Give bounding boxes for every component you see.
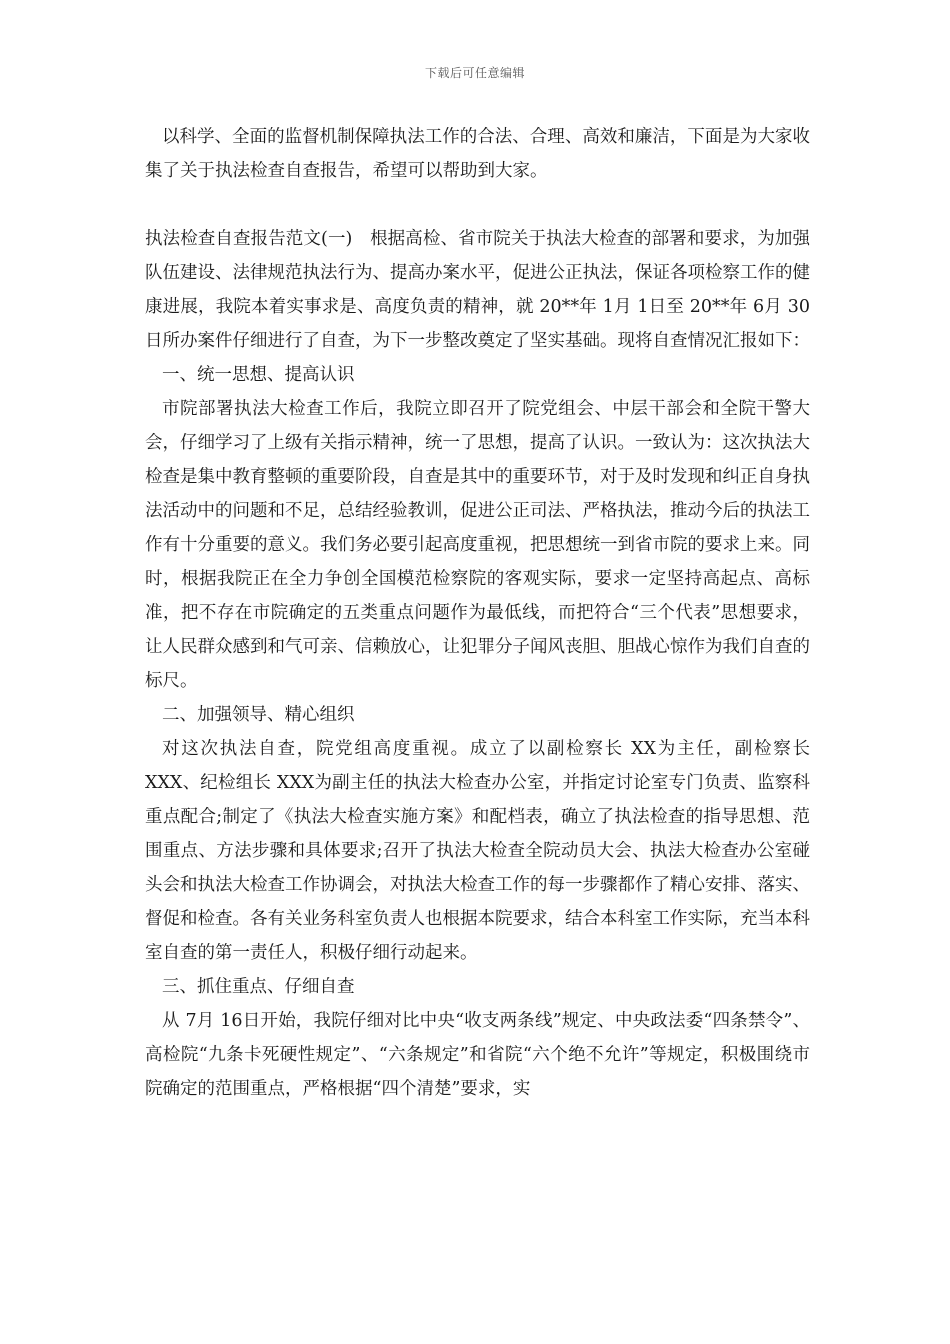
paragraph-3: 对这次执法自查，院党组高度重视。成立了以副检察长 XX为主任，副检察长 XXX、纪检组长 XXX为副主任的执法大检查办公室，并指定讨论室专门负责、监察科重点配合;制定了《执法大检查实施方案》和配档表，确立了执法检查的指导思想、范围重点、方法步骤和具体要求;召开了执法大检查全院动员大会、执法大检查办公室碰头会和执法大检查工作协调会，对执法大检查工作的每一步骤都作了精心安排、落实、督促和检查。各有关业务科室负责人也根据本院要求，结合本科室工作实际，充当本科室自查的第一责任人，积极仔细行动起来。 [145, 739, 810, 963]
document-body [145, 120, 810, 1106]
section-heading-2: 二、加强领导、精心组织 [162, 705, 355, 725]
section-heading-1: 一、统一思想、提高认识 [162, 365, 355, 385]
paragraph-4: 从 7月 16日开始，我院仔细对比中央“收支两条线”规定、中央政法委“四条禁令”、高检院“九条卡死硬性规定”、“六条规定”和省院“六个绝不允许”等规定，积极围绕市院确定的范围重点，严格根据“四个清楚”要求，实 [145, 1011, 810, 1099]
section-heading-3: 三、抓住重点、仔细自查 [162, 977, 355, 997]
paragraph-1: 执法检查自查报告范文(一) 根据高检、省市院关于执法大检查的部署和要求，为加强队伍建设、法律规范执法行为、提高办案水平，促进公正执法，保证各项检察工作的健康进展，我院本着实事求是、高度负责的精神，就 20**年 1月 1日至 20**年 6月 30日所办案件仔细进行了自查，为下一步整改奠定了坚实基础。现将自查情况汇报如下： [145, 229, 810, 351]
page-header: 下载后可任意编辑 [424, 66, 525, 80]
intro-paragraph: 以科学、全面的监督机制保障执法工作的合法、合理、高效和廉洁，下面是为大家收集了关于执法检查自查报告，希望可以帮助到大家。 [145, 127, 810, 181]
paragraph-2: 市院部署执法大检查工作后，我院立即召开了院党组会、中层干部会和全院干警大会，仔细学习了上级有关指示精神，统一了思想，提高了认识。一致认为：这次执法大检查是集中教育整顿的重要阶段，自查是其中的重要环节，对于及时发现和纠正自身执法活动中的问题和不足，总结经验教训，促进公正司法、严格执法，推动今后的执法工作有十分重要的意义。我们务必要引起高度重视，把思想统一到省市院的要求上来。同时，根据我院正在全力争创全国模范检察院的客观实际，要求一定坚持高起点、高标准，把不存在市院确定的五类重点问题作为最低线，而把符合“三个代表”思想要求，让人民群众感到和气可亲、信赖放心，让犯罪分子闻风丧胆、胆战心惊作为我们自查的标尺。 [145, 399, 810, 691]
